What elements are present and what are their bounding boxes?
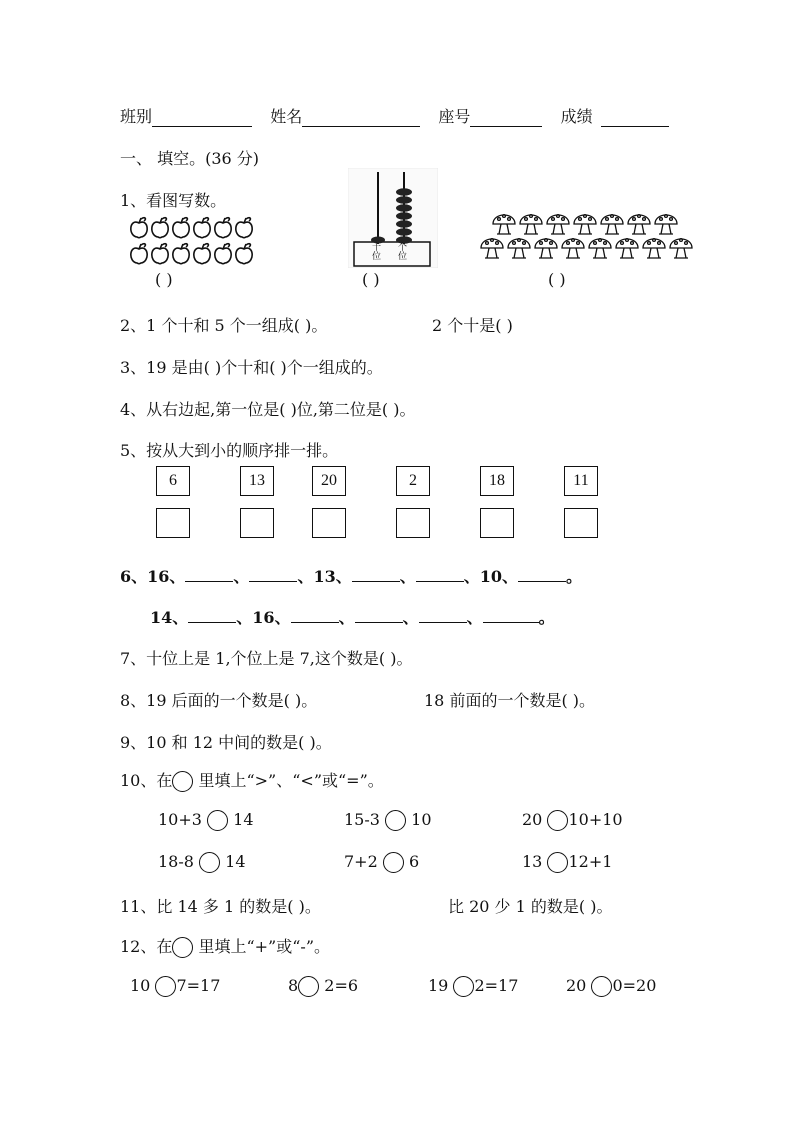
answer-circle[interactable] xyxy=(383,852,404,873)
name-label: 姓名 xyxy=(270,107,303,126)
mushroom-spot xyxy=(567,242,570,245)
mushroom-stem-icon xyxy=(497,224,511,234)
q9-text: 9、10 和 12 中间的数是( )。 xyxy=(120,733,332,752)
abacus-ones-label: 个位 xyxy=(398,243,408,262)
q8-part-a: 8、19 后面的一个数是( )。 xyxy=(120,691,318,710)
mushroom-spot xyxy=(562,218,565,221)
answer-box[interactable] xyxy=(480,508,514,538)
mushroom-spot xyxy=(491,239,494,242)
mushroom-icon xyxy=(589,239,611,248)
q11-part-b: 比 20 少 1 的数是( )。 xyxy=(448,897,613,916)
operator-right: 2=6 xyxy=(324,976,359,995)
q10-suffix: 里填上“>”、“<”或“=”。 xyxy=(198,771,384,790)
mushroom-icon xyxy=(535,239,557,248)
mushroom-icon xyxy=(574,215,596,224)
apple-icon xyxy=(236,248,252,264)
q5-text: 5、按从大到小的顺序排一排。 xyxy=(120,441,339,460)
compare-left: 15-3 xyxy=(344,810,380,829)
q6-row1: 6、16、 、 、13、 、 、10、 。 xyxy=(120,567,583,586)
seat-label: 座号 xyxy=(438,107,471,126)
mushroom-icon xyxy=(547,215,569,224)
mushroom-spot xyxy=(550,242,553,245)
mushroom-icon xyxy=(520,215,542,224)
operator-left: 19 xyxy=(428,976,449,995)
q3-text: 3、19 是由( )个十和( )个一组成的。 xyxy=(120,358,383,377)
seq-blank[interactable] xyxy=(416,565,464,582)
mushroom-spot xyxy=(626,239,629,242)
answer-circle[interactable] xyxy=(155,976,176,997)
mushroom-icon xyxy=(562,239,584,248)
score-field[interactable] xyxy=(601,126,669,127)
compare-left: 7+2 xyxy=(344,852,378,871)
mushroom-spot xyxy=(498,218,501,221)
compare-left: 18-8 xyxy=(158,852,194,871)
mushroom-stem-icon xyxy=(632,224,646,234)
answer-circle[interactable] xyxy=(199,852,220,873)
abacus-bead xyxy=(396,204,412,212)
operator-right: 2=17 xyxy=(474,976,519,995)
mushroom-spot xyxy=(579,218,582,221)
q1-text: 1、看图写数。 xyxy=(120,191,227,210)
mushroom-stem-icon xyxy=(605,224,619,234)
q7-text: 7、十位上是 1,个位上是 7,这个数是( )。 xyxy=(120,649,413,668)
apple-icon xyxy=(173,248,189,264)
compare-item xyxy=(344,852,419,873)
class-field[interactable] xyxy=(152,126,252,127)
mushroom-spot xyxy=(621,242,624,245)
mushroom-spot xyxy=(648,242,651,245)
section-title: 一、 填空。(36 分) xyxy=(120,149,260,168)
operator-right: 0=20 xyxy=(612,976,657,995)
apple-icon xyxy=(194,222,210,238)
number-box: 13 xyxy=(240,466,274,496)
seq-blank[interactable] xyxy=(352,565,400,582)
answer-circle[interactable] xyxy=(591,976,612,997)
mushroom-icon xyxy=(628,215,650,224)
mushroom-stem-icon xyxy=(566,248,580,258)
mushroom-stem-icon xyxy=(593,248,607,258)
mushroom-stem-icon xyxy=(659,224,673,234)
seq-value: 16 xyxy=(147,567,170,586)
mushroom-spot xyxy=(638,215,641,218)
compare-left: 13 xyxy=(522,852,543,871)
compare-right: 10+10 xyxy=(568,810,623,829)
mushroom-icons xyxy=(481,215,692,258)
apples-picture xyxy=(128,214,260,270)
abacus-picture xyxy=(348,168,438,268)
mushroom-stem-icon xyxy=(539,248,553,258)
apple-icon xyxy=(173,222,189,238)
mushroom-spot xyxy=(599,239,602,242)
apple-icon xyxy=(152,248,168,264)
mushroom-stem-icon xyxy=(620,248,634,258)
q1-answer-a[interactable]: ( ) xyxy=(155,270,173,289)
answer-box[interactable] xyxy=(396,508,430,538)
mushroom-spot xyxy=(658,242,661,245)
mushroom-spot xyxy=(525,218,528,221)
mushroom-spot xyxy=(545,239,548,242)
mushroom-spot xyxy=(653,239,656,242)
seq-value: 14 xyxy=(150,608,173,627)
mushroom-spot xyxy=(584,215,587,218)
q11-part-a: 11、比 14 多 1 的数是( )。 xyxy=(120,897,321,916)
header-row xyxy=(120,104,669,127)
operator-right: 7=17 xyxy=(176,976,221,995)
number-box: 2 xyxy=(396,466,430,496)
seq-value: 16 xyxy=(252,608,275,627)
answer-circle[interactable] xyxy=(453,976,474,997)
abacus-bead xyxy=(396,212,412,220)
answer-circle[interactable] xyxy=(547,810,568,831)
seq-blank[interactable] xyxy=(518,565,566,582)
mushroom-stem-icon xyxy=(674,248,688,258)
answer-box[interactable] xyxy=(240,508,274,538)
operator-item xyxy=(130,976,220,997)
mushroom-spot xyxy=(557,215,560,218)
mushroom-spot xyxy=(604,242,607,245)
mushroom-stem-icon xyxy=(512,248,526,258)
mushroom-spot xyxy=(680,239,683,242)
q12-prefix: 12、在 xyxy=(120,937,173,956)
operator-left: 10 xyxy=(130,976,151,995)
q6-prefix: 6、 xyxy=(120,567,148,586)
seq-blank[interactable] xyxy=(249,565,297,582)
apple-icon xyxy=(236,222,252,238)
abacus-tens-label: 十位 xyxy=(372,243,382,262)
q4-text: 4、从右边起,第一位是( )位,第二位是( )。 xyxy=(120,400,416,419)
mushrooms-picture xyxy=(480,210,696,266)
circle-icon xyxy=(172,771,193,792)
answer-circle[interactable] xyxy=(298,976,319,997)
q10-text xyxy=(120,768,384,792)
mushroom-spot xyxy=(660,218,663,221)
answer-box[interactable] xyxy=(312,508,346,538)
compare-right: 10 xyxy=(411,810,432,829)
mushroom-spot xyxy=(572,239,575,242)
q2-part-a: 2、1 个十和 5 个一组成( )。 xyxy=(120,316,328,335)
answer-box[interactable] xyxy=(564,508,598,538)
mushroom-spot xyxy=(540,242,543,245)
q1-answer-b[interactable]: ( ) xyxy=(362,270,380,289)
apple-icon xyxy=(215,222,231,238)
number-box: 20 xyxy=(312,466,346,496)
q6-row2: 14、 、16、 、 、 、 。 xyxy=(150,608,555,627)
mushroom-spot xyxy=(577,242,580,245)
mushroom-spot xyxy=(513,242,516,245)
compare-item xyxy=(522,852,612,873)
answer-circle[interactable] xyxy=(207,810,228,831)
q12-text xyxy=(120,934,330,958)
seq-blank[interactable] xyxy=(419,606,467,623)
mushroom-stem-icon xyxy=(485,248,499,258)
apple-icons xyxy=(131,218,252,264)
compare-right: 14 xyxy=(225,852,246,871)
operator-left: 8 xyxy=(288,976,299,995)
q2-part-b: 2 个十是( ) xyxy=(432,316,513,335)
mushroom-spot xyxy=(633,218,636,221)
seq-blank[interactable] xyxy=(185,565,233,582)
operator-item xyxy=(566,976,656,997)
mushroom-icon xyxy=(493,215,515,224)
mushroom-icon xyxy=(616,239,638,248)
number-box: 18 xyxy=(480,466,514,496)
score-label: 成绩 xyxy=(560,107,593,126)
mushroom-spot xyxy=(530,215,533,218)
apple-icon xyxy=(194,248,210,264)
mushroom-icon xyxy=(601,215,623,224)
mushroom-stem-icon xyxy=(647,248,661,258)
operator-left: 20 xyxy=(566,976,587,995)
answer-box[interactable] xyxy=(156,508,190,538)
mushroom-spot xyxy=(616,218,619,221)
mushroom-spot xyxy=(675,242,678,245)
mushroom-icon xyxy=(655,215,677,224)
operator-item xyxy=(428,976,518,997)
mushroom-icon xyxy=(508,239,530,248)
q8-part-b: 18 前面的一个数是( )。 xyxy=(424,691,596,710)
mushroom-spot xyxy=(535,218,538,221)
seq-value: 10 xyxy=(479,567,503,586)
mushroom-spot xyxy=(631,242,634,245)
number-box: 6 xyxy=(156,466,190,496)
apple-icon xyxy=(131,248,147,264)
mushroom-spot xyxy=(685,242,688,245)
mushroom-spot xyxy=(594,242,597,245)
mushroom-spot xyxy=(606,218,609,221)
apple-icon xyxy=(131,222,147,238)
abacus-bead xyxy=(396,228,412,236)
mushroom-spot xyxy=(589,218,592,221)
name-field[interactable] xyxy=(302,126,420,127)
mushroom-icon xyxy=(643,239,665,248)
mushroom-spot xyxy=(518,239,521,242)
q12-suffix: 里填上“+”或“-”。 xyxy=(198,937,331,956)
mushroom-spot xyxy=(552,218,555,221)
mushroom-spot xyxy=(643,218,646,221)
mushroom-spot xyxy=(486,242,489,245)
mushroom-spot xyxy=(508,218,511,221)
operator-item xyxy=(288,976,358,997)
mushroom-stem-icon xyxy=(524,224,538,234)
compare-item xyxy=(522,810,623,831)
mushroom-spot xyxy=(670,218,673,221)
answer-circle[interactable] xyxy=(547,852,568,873)
answer-circle[interactable] xyxy=(385,810,406,831)
abacus-bead xyxy=(396,196,412,204)
seat-field[interactable] xyxy=(470,126,542,127)
compare-left: 20 xyxy=(522,810,543,829)
compare-right: 6 xyxy=(408,852,420,871)
compare-item xyxy=(344,810,432,831)
seq-blank[interactable] xyxy=(355,606,403,623)
abacus-bead xyxy=(396,188,412,196)
abacus-bead xyxy=(396,220,412,228)
compare-item xyxy=(158,810,254,831)
mushroom-spot xyxy=(611,215,614,218)
class-label: 班别 xyxy=(120,107,153,126)
mushroom-spot xyxy=(496,242,499,245)
mushroom-icon xyxy=(481,239,503,248)
apple-icon xyxy=(215,248,231,264)
compare-right: 12+1 xyxy=(568,852,613,871)
mushroom-spot xyxy=(523,242,526,245)
seq-blank[interactable] xyxy=(291,606,339,623)
seq-value: 13 xyxy=(313,567,336,586)
apple-icon xyxy=(152,222,168,238)
mushroom-stem-icon xyxy=(578,224,592,234)
q1-answer-c[interactable]: ( ) xyxy=(548,270,566,289)
number-box: 11 xyxy=(564,466,598,496)
mushroom-stem-icon xyxy=(551,224,565,234)
mushroom-spot xyxy=(503,215,506,218)
mushroom-spot xyxy=(665,215,668,218)
seq-blank[interactable] xyxy=(483,606,539,623)
compare-left: 10+3 xyxy=(158,810,202,829)
compare-item xyxy=(158,852,246,873)
circle-icon xyxy=(172,937,193,958)
q10-prefix: 10、在 xyxy=(120,771,173,790)
seq-blank[interactable] xyxy=(188,606,236,623)
mushroom-icon xyxy=(670,239,692,248)
compare-right: 14 xyxy=(233,810,254,829)
